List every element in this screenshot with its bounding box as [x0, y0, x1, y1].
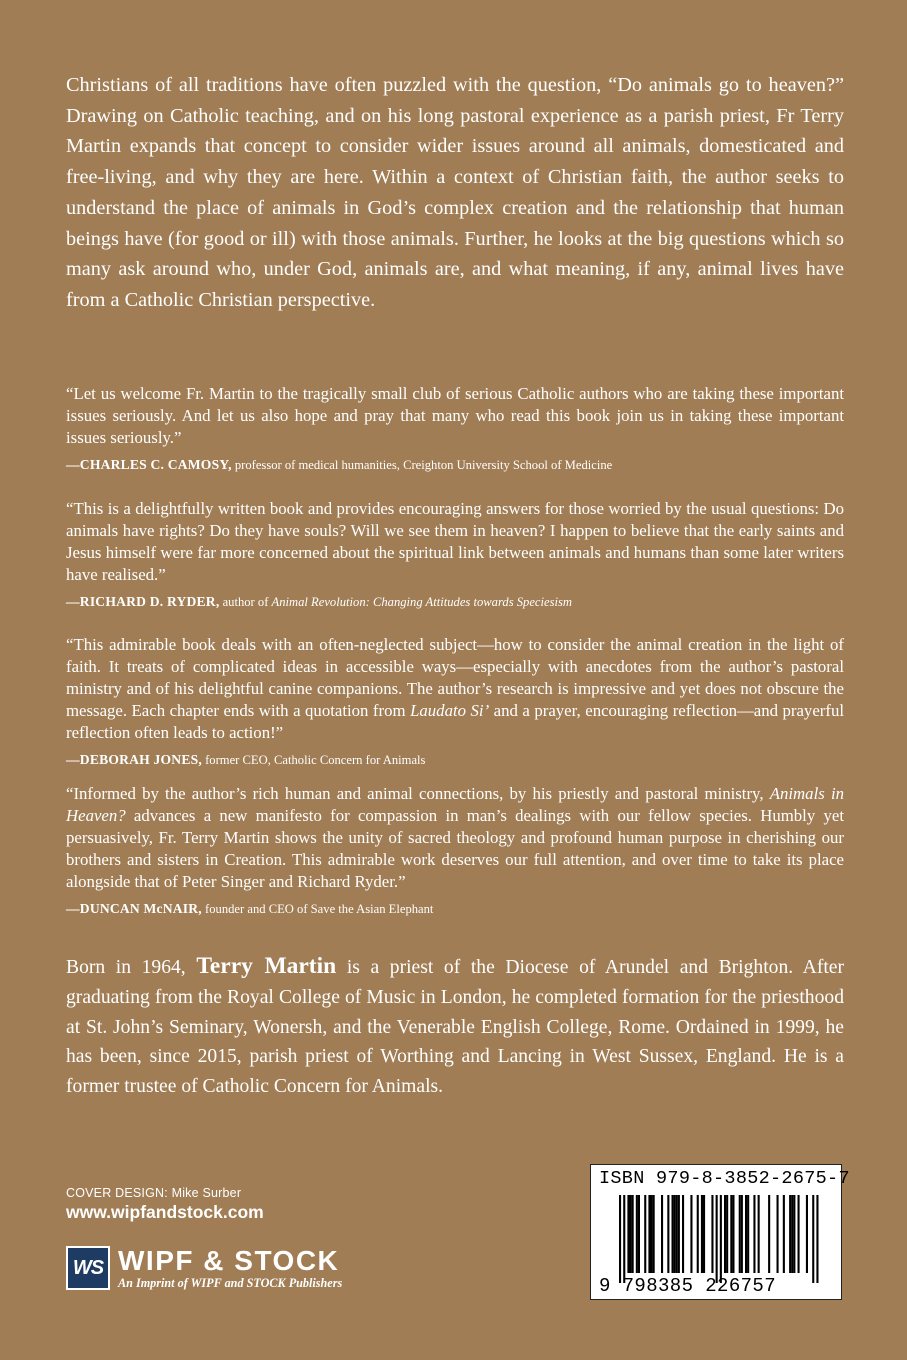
barcode-bar [768, 1195, 770, 1273]
quote-text: “Informed by the author’s rich human and animal connections, by his priestly and pastoral ministry, [66, 784, 770, 803]
bio-text: is a priest of the Diocese of Arundel and Brighton. After graduating from the Royal College of Music in London, he completed formation for the priesthood at St. John’s Seminary, Wonersh, and the Venerable English College, Rome. Ordained in 1999, he has been, since 2015, parish priest of Worthing and Lancing in West Sussex, England. He is a former trustee of Catholic Concern for Animals. [66, 957, 845, 1098]
bio-text: Born in 1964, [66, 957, 197, 978]
barcode-bar [653, 1195, 655, 1273]
endorsement-quote: “This is a delightfully written book and provides encouraging answers for those worried by the usual questions: Do animals have rights? Do they have souls? Will we see them in heaven? I happen to believe that the early saints and Jesus himself were far more concerned about the spiritual link between animals and humans than some later writers have realised.” [66, 499, 844, 584]
barcode-bar [638, 1195, 640, 1273]
endorser-dash: — [66, 752, 80, 767]
barcode-bar [627, 1195, 629, 1273]
endorsement-attribution [66, 457, 844, 473]
barcode-bar [623, 1195, 625, 1283]
author-bio [66, 952, 844, 1102]
barcode-bar [726, 1195, 728, 1273]
isbn-label: ISBN 979-8-3852-2675-7 [599, 1168, 850, 1189]
endorser-title: author of [219, 595, 272, 609]
isbn-barcode [590, 1164, 850, 1300]
endorser-name: CHARLES C. CAMOSY, [79, 457, 232, 472]
endorser-name: RICHARD D. RYDER, [79, 594, 220, 609]
barcode-bar [732, 1195, 734, 1273]
barcode-digits: 9 798385 226757 [599, 1275, 777, 1297]
endorsement-jones [66, 634, 844, 768]
endorsement-attribution [66, 901, 844, 917]
barcode-bar [791, 1195, 793, 1273]
barcode-bar [711, 1195, 713, 1273]
barcode-bar [747, 1195, 749, 1273]
barcode-bar [678, 1195, 680, 1273]
cover-design-credit: COVER DESIGN: Mike Surber [66, 1186, 242, 1200]
endorser-book-title: Animal Revolution: Changing Attitudes towards Speciesism [271, 595, 573, 609]
endorsement-quote [66, 634, 844, 744]
endorser-title: former CEO, Catholic Concern for Animals [201, 753, 426, 767]
quote-italic: Animals in Heaven? [66, 784, 844, 825]
barcode-bar [739, 1195, 741, 1273]
barcode-bar [674, 1195, 676, 1273]
quote-text: and a prayer, encouraging reflection—and prayerful reflection often leads to action!” [66, 701, 844, 742]
endorsement-attribution [66, 594, 844, 610]
endorsement-mcnair [66, 783, 844, 917]
barcode-bar [741, 1195, 743, 1273]
endorsement-quote [66, 783, 844, 893]
quote-italic: Laudato Si’ [410, 701, 490, 720]
publisher-imprint: An Imprint of WIPF and STOCK Publishers [118, 1276, 343, 1290]
barcode-bar [630, 1195, 632, 1273]
barcode-bar [701, 1195, 703, 1273]
barcode-bar [676, 1195, 678, 1273]
barcode-bar [703, 1195, 705, 1273]
quote-text: “This admirable book deals with an often-neglected subject—how to consider the animal creation in the light of faith. It treats of complicated ideas in accessible ways—especially with anecdotes from the author’s pastoral ministry and of his delightful canine companions. The author’s research is impressive and yet does not obscure the message. Each chapter ends with a quotation from [66, 635, 844, 720]
barcode-bar [716, 1195, 718, 1283]
publisher-name: WIPF & STOCK [118, 1245, 340, 1276]
endorsement-quote: “Let us welcome Fr. Martin to the tragically small club of serious Catholic authors who are taking these important issues seriously. And let us also hope and pray that many who read this book join us in taking these important issues seriously.” [66, 384, 844, 447]
barcode-bar [793, 1195, 795, 1273]
publisher-logo [66, 1246, 342, 1290]
barcode-bar [682, 1195, 684, 1273]
barcode-bar [690, 1195, 692, 1273]
barcode-bar [619, 1195, 621, 1283]
endorser-dash: — [66, 901, 80, 916]
barcode-bar [730, 1195, 732, 1273]
publisher-text [118, 1246, 342, 1290]
barcode-bar [753, 1195, 755, 1273]
barcode-bar [697, 1195, 699, 1273]
endorser-dash: — [66, 457, 80, 472]
barcode-bar [720, 1195, 722, 1283]
endorsement-camosy [66, 383, 844, 473]
endorser-name: DUNCAN McNAIR, [79, 901, 202, 916]
barcode-bar [724, 1195, 726, 1273]
author-name: Terry Martin [196, 953, 337, 979]
barcode-bar [798, 1195, 800, 1273]
book-blurb: Christians of all traditions have often puzzled with the question, “Do animals go to heaven?” Drawing on Catholic teaching, and on his long pastoral experience as a parish priest, Fr Terry Martin expands that concept to consider wider issues around all animals, domesticated and free-living, and why they are here. Within a context of Christian faith, the author seeks to understand the place of animals in God’s complex creation and the relationship that human beings have (for good or ill) with those animals. Further, he looks at the big questions which so many ask around who, under God, animals are, and what meaning, if any, animal lives have from a Catholic Christian perspective. [66, 74, 844, 311]
barcode-bar [632, 1195, 634, 1273]
barcode-bar [745, 1195, 747, 1273]
barcode-bar [672, 1195, 674, 1273]
barcode-bar [812, 1195, 814, 1283]
barcode-bar [789, 1195, 791, 1273]
endorsement-attribution [66, 752, 844, 768]
endorser-title: professor of medical humanities, Creighton University School of Medicine [231, 458, 613, 472]
barcode-bar [651, 1195, 653, 1273]
barcode-bar [636, 1195, 638, 1273]
barcode-bar [758, 1195, 760, 1273]
barcode-bar [667, 1195, 669, 1273]
endorser-name: DEBORAH JONES, [79, 752, 202, 767]
barcode-bar [783, 1195, 785, 1273]
endorsement-ryder [66, 498, 844, 610]
ws-logo-icon: WS [66, 1246, 110, 1290]
barcode-bar [816, 1195, 818, 1283]
quote-text: advances a new manifesto for compassion in man’s dealings with our fellow species. Humbly yet persuasively, Fr. Terry Martin shows the unity of sacred theology and profound human purpose in cherishing our brothers and sisters in Creation. This admirable work deserves our full attention, and over time to take its place alongside that of Peter Singer and Richard Ryder.” [66, 806, 844, 891]
barcode-bar [806, 1195, 808, 1273]
barcode-bar [644, 1195, 646, 1273]
barcode-bar [661, 1195, 663, 1273]
endorser-dash: — [66, 594, 80, 609]
credits [66, 1186, 264, 1223]
endorser-title: founder and CEO of Save the Asian Elephant [201, 902, 434, 916]
barcode-bar [648, 1195, 650, 1273]
barcode-bar [777, 1195, 779, 1273]
publisher-website: www.wipfandstock.com [66, 1202, 264, 1222]
